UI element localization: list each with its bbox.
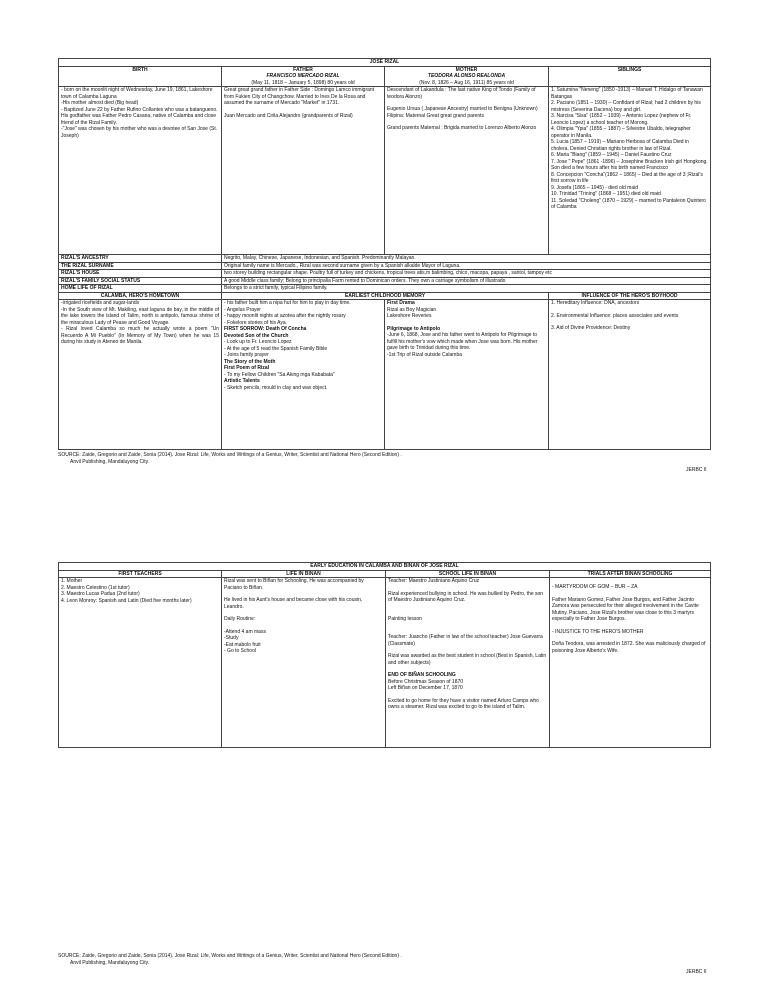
birth-cell: - born on the moonlit night of Wednesday, June 19, 1861, Lakeshore town of Calamba Laguna -His mother almost died (Big head) - Baptized June 22 by Father Rufino Collantes who was a batangueno. His godfather was Father Pedro Casana, native of Calamba and close friend of the Rizal Family. -"Jose" was chosen by his mother who was a devotee of San Jose (St. Joseph) (59, 87, 222, 255)
school-header: SCHOOL LIFE IN BIÑAN (386, 570, 550, 578)
siblings-cell (549, 87, 711, 255)
table-title: EARLY EDUCATION IN CALAMBA AND BIÑAN OF JOSE RIZAL (59, 563, 711, 571)
trials-header: TRIALS AFTER BIÑAN SCHOOLING (550, 570, 711, 578)
teachers-header: FIRST TEACHERS (59, 570, 222, 578)
list-item: 2. Paciano (1851 – 1930) – Confidant of Rizal; had 2 children by his mistress (Severina Dacena) boy and girl. (551, 100, 701, 113)
list-item: 4. Olimpia "Ypia" (1855 – 1887) – Silvestre Ubaldo, telegrapher operator in Manila. (551, 126, 691, 139)
list-item: 7. Jose " Pepe" (1861 -1896) – Josephine Bracken Irish girl Hongkong. Son died a few hours after his birth named Francisco (551, 158, 708, 171)
influence-cell: 1. Hereditary Influence: DNA, ancestors 2. Environmental Influence: places associates and events 3. Aid of Divine Providence: Destiny (549, 300, 711, 450)
table-row: RIZAL'S HOUSE two storey building rectangular shape. Poultry full of turkey and chickens, tropical trees atis,m balimbing, chico, macopa, papaya , santol, tampoy etc (59, 270, 711, 278)
list-item: 3. Narcisa "Sisa" (1852 – 1939) – Antonio Lopez (nephew of Fr. Leoncio Lopez) a school teacher of Morong. (551, 113, 692, 126)
hometown-cell: -irrigated ricefields and sugar-lands -In the South view of Mt. Makiling, east laguna de bay, in the middle of the lake towers the island of Talim, north is antipolo, famous shrine of the miraculous Lady of Pease and Good Voyage. - Rizal loved Calamba so much he actually wrote a poem "Un Recuerdo A Mi Pueblo" (In Memory of My Town) when he was 15 during his study in Ateneo de Manila. (59, 300, 222, 450)
father-dates: (May 11, 1818 – January 5, 1898) 80 years old (251, 79, 355, 86)
school-cell: Teacher: Maestro Justiniano Aquino Cruz Rizal experienced bullying in school. He was bullied by Pedro, the son of Maestro Justiniano Aquino Cruz. Painting lesson Teacher: Juancho (Father in law of the school teacher) Jose Guevarra (Classmate) Rizal was awarded as the best student in school (Best in Spanish, Latin and other subjects) END OF BIÑAN SCHOOLING Before Christmas Season of 1870 Left Biñan on December 17, 1870 Excited to go home for they have a visitor named Arturo Camps who owns a steamer. Rizal was excited to go to the island of Talim. (386, 578, 550, 748)
father-cell: Great great grand father in Father Side : Domingo Lamco immigrant from Fukien City of Changchow. Married to Ines De la Rosa and assumed the surname of Mercado "Market" in 1731. Juan Mercado and Cirila Alejandro (grandparents of Rizal) (222, 87, 385, 255)
list-item: 6. Maria "Biang" (1859 – 1945) – Daniel Faustino Cruz (551, 152, 672, 158)
teachers-cell: 1. Mother 2. Maestro Celestino (1st tutor) 3. Maestro Lucas Padua (2nd tutor) 4. Leon Monroy: Spanish and Latin (Died five months later) (59, 578, 222, 748)
memory-cell-right: First Drama Rizal as Boy Magician Lakeshore Reveries Pilgrimage to Antipolo -June 6, 1868, Jose and his father went to Antipolo for Pilgrimage to fulfill his mother's vow which made when Jose was born. His mother gave birth to Trinidad during this time. -1st Trip of Rizal outside Calamba (385, 300, 549, 450)
mother-dates: (Nov. 8, 1826 – Aug 16, 1911) 85 years old (419, 79, 514, 86)
father-header: FATHER FRANCISCO MERCADO RIZAL (May 11, 1818 – January 5, 1898) 80 years old (222, 66, 385, 87)
trials-cell: - MARTYRDOM OF GOM – BUR – ZA Father Mariano Gomez, Father Jose Burgos, and Father Jacinto Zamora was persecuted for their alleged involvement in the Cavite Mutiny. Paciano, Jose Rizal's brother was close to this 3 martyrs especially to Father Jose Burgos. - INJUSTICE TO THE HERO'S MOTHER Doña Teodora, was arrested in 1872. She was maliciously charged of poisoning Jose Alberto's Wife. (550, 578, 711, 748)
rizal-table (58, 58, 711, 450)
hometown-header: CALAMBA, HERO'S HOMETOWN (59, 292, 222, 300)
list-item: 1. Saturnina "Neneng" (1850 -1913) – Manuel T. Hidalgo of Tanawan Batangas (551, 87, 703, 100)
memory-cell-left: - his father built him a nipa hut for him to play in day time. - Angelus Prayer - happy moonlit nights at azotea after the nightly rosary - Fokelore stories of his Aya. FIRST SORROW: Death Of Concha Devoted Son of the Church - Look up to Fr. Leoncio Lopez - At the age of 5 read the Spanish Family Bible - Joins family prayer The Story of the Moth First Poem of Rizal - To my Fellow Children "Sa Aking mga Kababata" Artistic Talents - Sketch pencils, mould in clay and wax object. (222, 300, 385, 450)
signature: JERBC II (686, 467, 707, 473)
table-row: RIZAL'S FAMILY SOCIAL STATUS A good Middle class family; Belong to principalia Farm rented to Dominican orders. They own a carriage symbolism of illustrado (59, 277, 711, 285)
father-name: FRANCISCO MERCADO RIZAL (266, 73, 340, 79)
list-item: 10. Trinidad "Trining" (1868 – 1951) died old maid (551, 191, 661, 197)
list-item: 9. Josefa (1865 – 1945) - died old maid (551, 184, 638, 191)
list-item: 11. Soledad "Choleng" (1870 – 1929) – married to Pantaleon Quintero of Calamba (551, 197, 706, 210)
education-table (58, 562, 711, 748)
source-citation: SOURCE: Zaide, Gregorio and Zaide, Sonia (2014). Jose Rizal: Life, Works and Writings of a Genius, Writer, Scientist and National Hero (Second Edition) . Anvil Publishing, Mandaluyong City. (58, 452, 402, 465)
influence-header: INFLUENCE OF THE HERO'S BOYHOOD (549, 292, 711, 300)
mother-cell: Descendant of Lakandula : The last native King of Tondo (Family of teodora Alonzo) Eugenio Ursua ( Japanese Ancestry) married to Benigna (Unknown) Filipina: Maternal Great great grand parents Grand parents Maternal : Brigida married to Lorenzo Alberto Alonzo (385, 87, 549, 255)
table-row: RIZAL'S ANCESTRY Negrito, Malay, Chinese, Japanese, Indonesian, and Spanish. Predominantly Malayan. (59, 255, 711, 263)
signature-2: JERBC II (686, 969, 707, 975)
siblings-header: SIBLINGS (549, 66, 711, 87)
source-citation-2: SOURCE: Zaide, Gregorio and Zaide, Sonia (2014). Jose Rizal: Life, Works and Writings of a Genius, Writer, Scientist and National Hero (Second Edition) . Anvil Publishing, Mandaluyong City. (58, 953, 402, 966)
mother-name: TEODORA ALONSO REALONDA (427, 73, 506, 79)
table-row: THE RIZAL SURNAME Original family name is Mercado., Rizal was second surname given by a Spanish alkalde Mayor of Laguna. (59, 262, 711, 270)
life-header: LIFE IN BIÑAN (222, 570, 386, 578)
life-cell: Rizal was sent to Biñan for Schooling, He was accompanied by Paciano to Biñan. He lived in his Aunt's house and became close with his cousin, Leandro. Daily Routine: -Attend 4 am mass -Study -Eat mabolo fruit - Go to School (222, 578, 386, 748)
table-title: JOSE RIZAL (59, 59, 711, 67)
list-item: 8. Concepcion "Concha"(1862 – 1865) – Died at the age of 3 ;Rizal's first sorrow in life (551, 171, 703, 184)
list-item: 5. Lucia (1857 – 1919) – Mariano Herbosa of Calamba Died in cholera. Denied Christian rights brother in law of Rizal. (551, 139, 689, 152)
birth-header: BIRTH (59, 66, 222, 87)
memory-header: EARLIEST CHILDHOOD MEMORY (222, 292, 549, 300)
mother-header: MOTHER TEODORA ALONSO REALONDA (Nov. 8, 1826 – Aug 16, 1911) 85 years old (385, 66, 549, 87)
table-row: HOME LIFE OF RIZAL Belongs to a strict family, typical Filipino family. (59, 285, 711, 293)
